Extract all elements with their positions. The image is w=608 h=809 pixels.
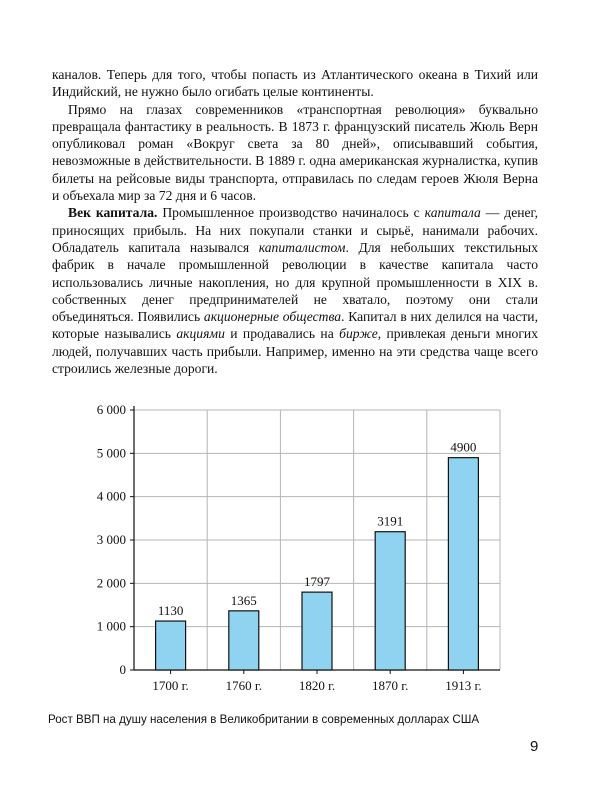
- bar: [156, 621, 186, 670]
- text-run: . Для небольших текстильных фабрик в начале промышленной революции в качестве капитала часто использовались личные накопления, но для крупной промышленности в XIX в. собственных денег предпринимателей не хватало, поэтому они стали объединяться. Появились: [52, 239, 538, 325]
- y-tick-label: 0: [119, 662, 126, 677]
- text-run: и продавались на: [224, 326, 340, 342]
- x-tick-label: 1913 г.: [445, 678, 482, 693]
- data-label: 4900: [450, 439, 477, 455]
- section-heading: Век капитала.: [68, 205, 158, 221]
- text-run: . Капитал в них делился на части, которые назывались: [52, 309, 538, 342]
- gdp-bar-chart: [70, 395, 540, 705]
- page-number: 9: [530, 738, 539, 755]
- data-label: 1130: [157, 603, 184, 619]
- term-joint-stock: акционерные общества: [203, 309, 342, 325]
- data-label: 3191: [377, 513, 404, 529]
- y-tick-label: 2 000: [96, 575, 126, 591]
- y-tick-label: 1 000: [96, 618, 126, 634]
- term-kapitalist: капиталистом: [258, 239, 346, 255]
- bar: [302, 592, 332, 670]
- x-tick-label: 1700 г.: [152, 678, 189, 693]
- x-tick-label: 1760 г.: [225, 678, 262, 693]
- paragraph-1: каналов. Теперь для того, чтобы попасть из Атлантического океана в Тихий или Индийский, не нужно было огибать целые континенты.: [52, 67, 538, 100]
- x-tick-label: 1820 г.: [298, 678, 336, 693]
- body-text: [52, 66, 538, 377]
- data-label: 1365: [230, 592, 257, 608]
- x-tick-label: 1870 г.: [372, 678, 409, 693]
- text-run: Промышленное производство начиналось с: [157, 205, 425, 221]
- term-shares: акциями: [176, 326, 225, 342]
- chart-svg: [70, 395, 540, 705]
- y-tick-label: 6 000: [96, 402, 126, 417]
- chart-caption: Рост ВВП на душу населения в Великобритании в современных долларах США: [48, 713, 480, 726]
- bar: [448, 458, 478, 670]
- y-tick-label: 5 000: [96, 445, 126, 461]
- paragraph-3: [52, 204, 538, 377]
- data-label: 1797: [304, 574, 330, 590]
- text-run: , привлекая деньги многих людей, получавших часть прибыли. Например, именно на эти средства чаще всего строились железные дороги.: [52, 326, 538, 377]
- bar: [375, 532, 405, 670]
- y-tick-label: 3 000: [96, 532, 126, 547]
- term-exchange: бирже: [339, 326, 378, 342]
- paragraph-2: Прямо на глазах современников «транспортная революция» буквально превращала фантастику в реальность. В 1873 г. французский писатель Жюль Верн опубликовал роман «Вокруг света за 80 дней», описывавший события, невозможные в действительности. В 1889 г. одна американская журналистка, купив билеты на рейсовые виды транспорта, отправилась по следам героев Жюля Верна и объехала мир за 72 дня и 6 часов.: [52, 101, 538, 204]
- y-tick-label: 4 000: [96, 488, 126, 504]
- term-kapital: капитала: [424, 205, 481, 221]
- bar: [229, 611, 259, 670]
- text-run: — денег, приносящих прибыль. На них покупали станки и сырьё, нанимали рабочих. Обладатель капитала назывался: [52, 205, 538, 255]
